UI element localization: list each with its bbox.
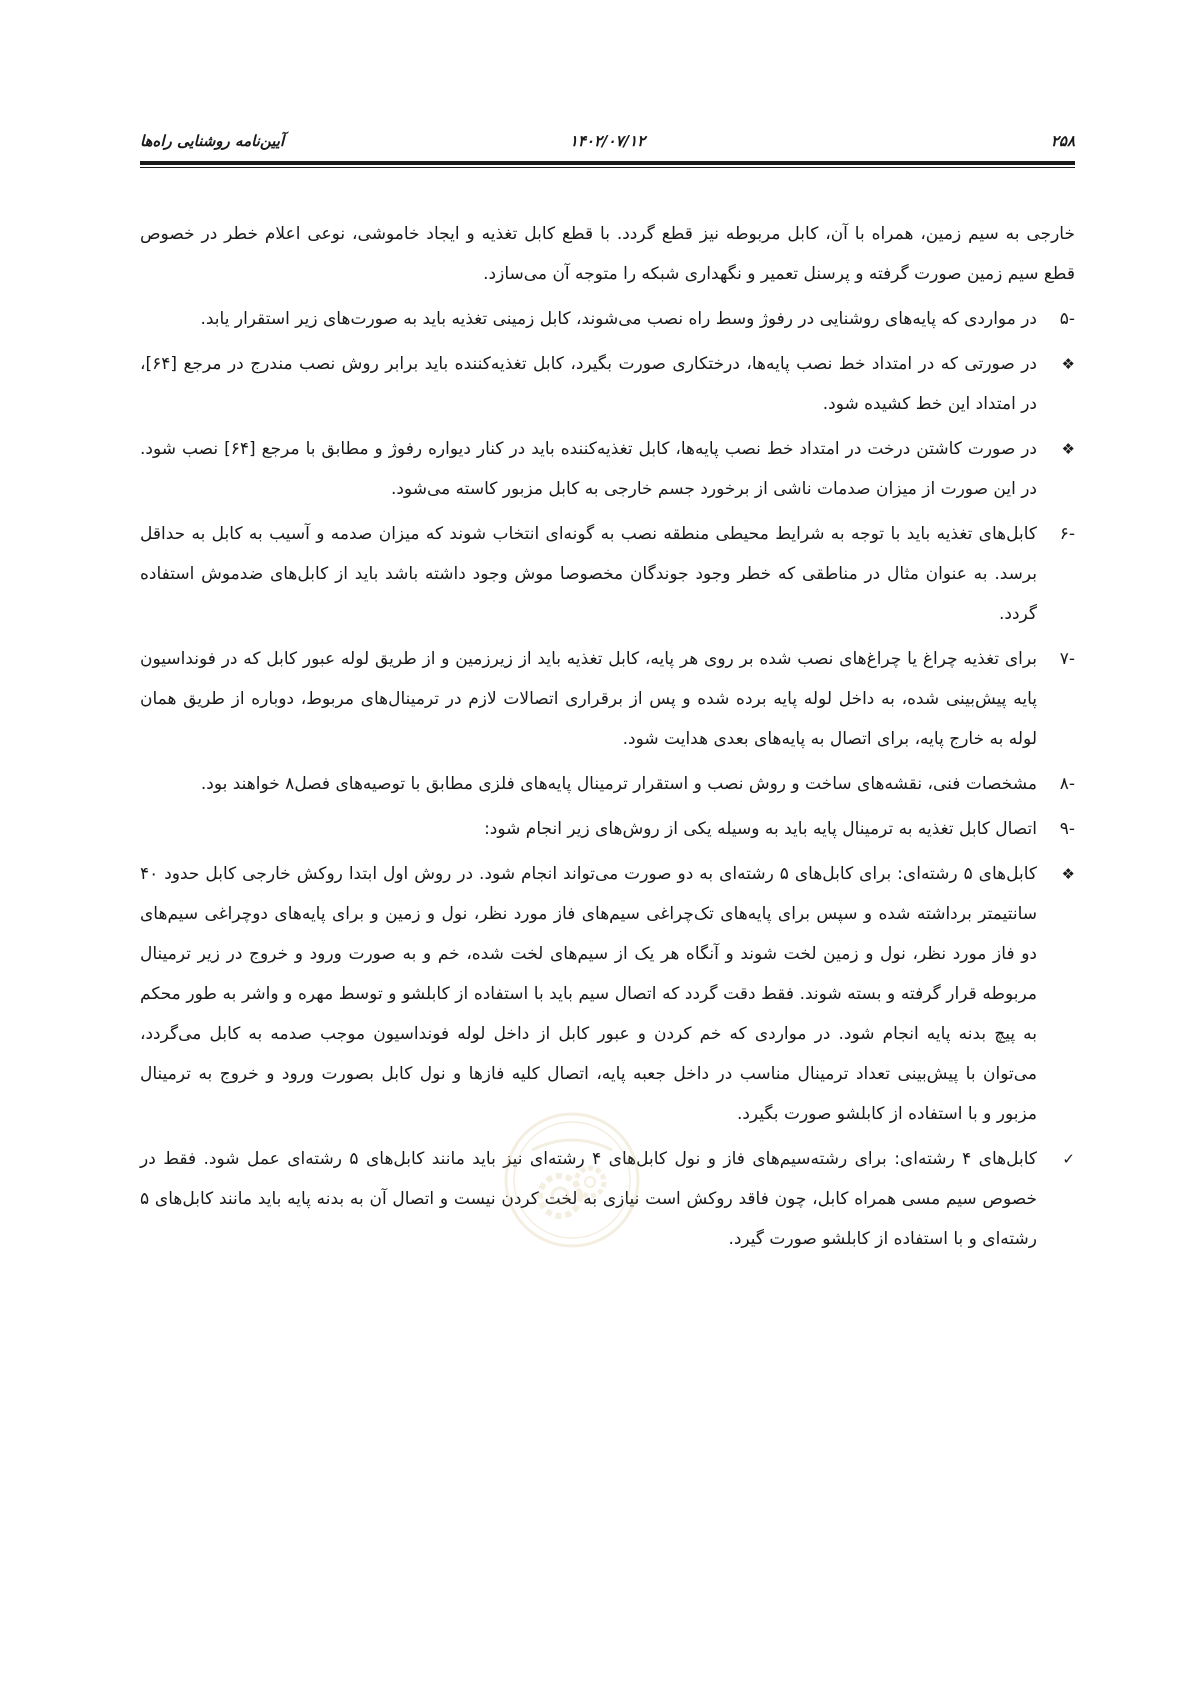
header-rule [140, 161, 1075, 165]
list-number: -۸ [1059, 774, 1075, 794]
bullet-text: کابل‌های ۴ رشته‌ای: برای رشته‌سیم‌های فاز و نول کابل‌های ۴ رشته‌ای نیز باید مانند کابل‌های ۵ رشته‌ای عمل شود. فقط در خصوص سیم مسی همراه کابل، چون فاقد روکش است نیازی به لخت کردن نیست و اتصال آن به بدنه پایه باید مانند کابل‌های ۵ رشته‌ای و با استفاده از کابلشو صورت گیرد. [140, 1149, 1037, 1249]
page-header [140, 128, 1075, 160]
list-item-8 [140, 764, 1075, 804]
bullet-item [140, 854, 1075, 1134]
list-number: -۹ [1059, 819, 1075, 839]
main-content [140, 214, 1075, 1264]
bullet-text: در صورت کاشتن درخت در امتداد خط نصب پایه‌ها، کابل تغذیه‌کننده باید در کنار دیواره رفوژ و مطابق با مرجع [۶۴] نصب شود. در این صورت از میزان صدمات ناشی از برخورد جسم خارجی به کابل مزبور کاسته می‌شود. [140, 439, 1037, 499]
list-item-6 [140, 514, 1075, 634]
list-number: -۷ [1059, 649, 1075, 669]
list-item-text: اتصال کابل تغذیه به ترمینال پایه باید به وسیله یکی از روش‌های زیر انجام شود: [484, 819, 1037, 839]
list-item-text: مشخصات فنی، نقشه‌های ساخت و روش نصب و استقرار ترمینال پایه‌های فلزی مطابق با توصیه‌های فصل۸ خواهند بود. [200, 774, 1037, 794]
bullet-item [140, 429, 1075, 509]
list-item-5 [140, 299, 1075, 339]
list-item-9 [140, 809, 1075, 849]
checkmark-bullet-icon: ✓ [1062, 1150, 1075, 1168]
bullet-item [140, 1139, 1075, 1259]
intro-paragraph: خارجی به سیم زمین، همراه با آن، کابل مربوطه نیز قطع گردد. با قطع کابل تغذیه و ایجاد خاموشی، نوعی اعلام خطر در خصوص قطع سیم زمین صورت گرفته و پرسنل تعمیر و نگهداری شبکه را متوجه آن می‌سازد. [140, 224, 1075, 284]
page-number: ۲۵۸ [1050, 132, 1075, 150]
bullet-item [140, 344, 1075, 424]
header-rule-thin [140, 167, 1075, 168]
list-number: -۵ [1059, 309, 1075, 329]
header-title: آیین‌نامه روشنایی راه‌ها [140, 132, 285, 150]
list-item-text: در مواردی که پایه‌های روشنایی در رفوژ وسط راه نصب می‌شوند، کابل زمینی تغذیه باید به صورت‌های زیر استقرار یابد. [200, 309, 1037, 329]
header-date: ۱۴۰۲/۰۷/۱۲ [569, 132, 646, 150]
diamond-bullet-icon: ❖ [1061, 355, 1075, 373]
bullet-text: کابل‌های ۵ رشته‌ای: برای کابل‌های ۵ رشته‌ای به دو صورت می‌تواند انجام شود. در روش اول ابتدا روکش خارجی کابل حدود ۴۰ سانتیمتر برداشته شده و سپس برای پایه‌های تک‌چراغی سیم‌های فاز مورد نظر، نول و زمین و برای پایه‌های دوچراغی سیم‌های دو فاز مورد نظر، نول و زمین لخت شوند و آنگاه هر یک از سیم‌های لخت شده، خم و به صورت ورود و خروج در زیر ترمینال مربوطه قرار گرفته و بسته شوند. فقط دقت گردد که اتصال سیم باید با استفاده از کابلشو و توسط مهره و واشر به طور محکم به پیچ بدنه پایه انجام شود. در مواردی که خم کردن و عبور کابل از داخل لوله فونداسیون موجب صدمه به کابل می‌گردد، می‌توان با پیش‌بینی تعداد ترمینال مناسب در داخل جعبه پایه، اتصال کلیه فازها و نول کابل بصورت ورود و خروج به ترمینال مزبور و با استفاده از کابلشو صورت بگیرد. [140, 864, 1038, 1124]
list-item-7 [140, 639, 1075, 759]
list-item-text: کابل‌های تغذیه باید با توجه به شرایط محیطی منطقه نصب به گونه‌ای انتخاب شوند که میزان صدمه و آسیب به کابل به حداقل برسد. به عنوان مثال در مناطقی که خطر وجود جوندگان مخصوصا موش وجود داشته باشد باید از کابل‌های ضدموش استفاده گردد. [140, 524, 1037, 624]
diamond-bullet-icon: ❖ [1061, 440, 1075, 458]
list-number: -۶ [1059, 524, 1075, 544]
bullet-text: در صورتی که در امتداد خط نصب پایه‌ها، درختکاری صورت بگیرد، کابل تغذیه‌کننده باید برابر روش نصب مندرج در مرجع [۶۴]، در امتداد این خط کشیده شود. [140, 354, 1037, 414]
diamond-bullet-icon: ❖ [1061, 865, 1075, 883]
list-item-text: برای تغذیه چراغ یا چراغ‌های نصب شده بر روی هر پایه، کابل تغذیه باید از زیرزمین و از طریق لوله عبور کابل که در فونداسیون پایه پیش‌بینی شده، به داخل لوله پایه برده شده و پس از برقراری اتصالات لازم در ترمینال‌های مربوط، دوباره از طریق همان لوله به خارج پایه، برای اتصال به پایه‌های بعدی هدایت شود. [140, 649, 1037, 749]
